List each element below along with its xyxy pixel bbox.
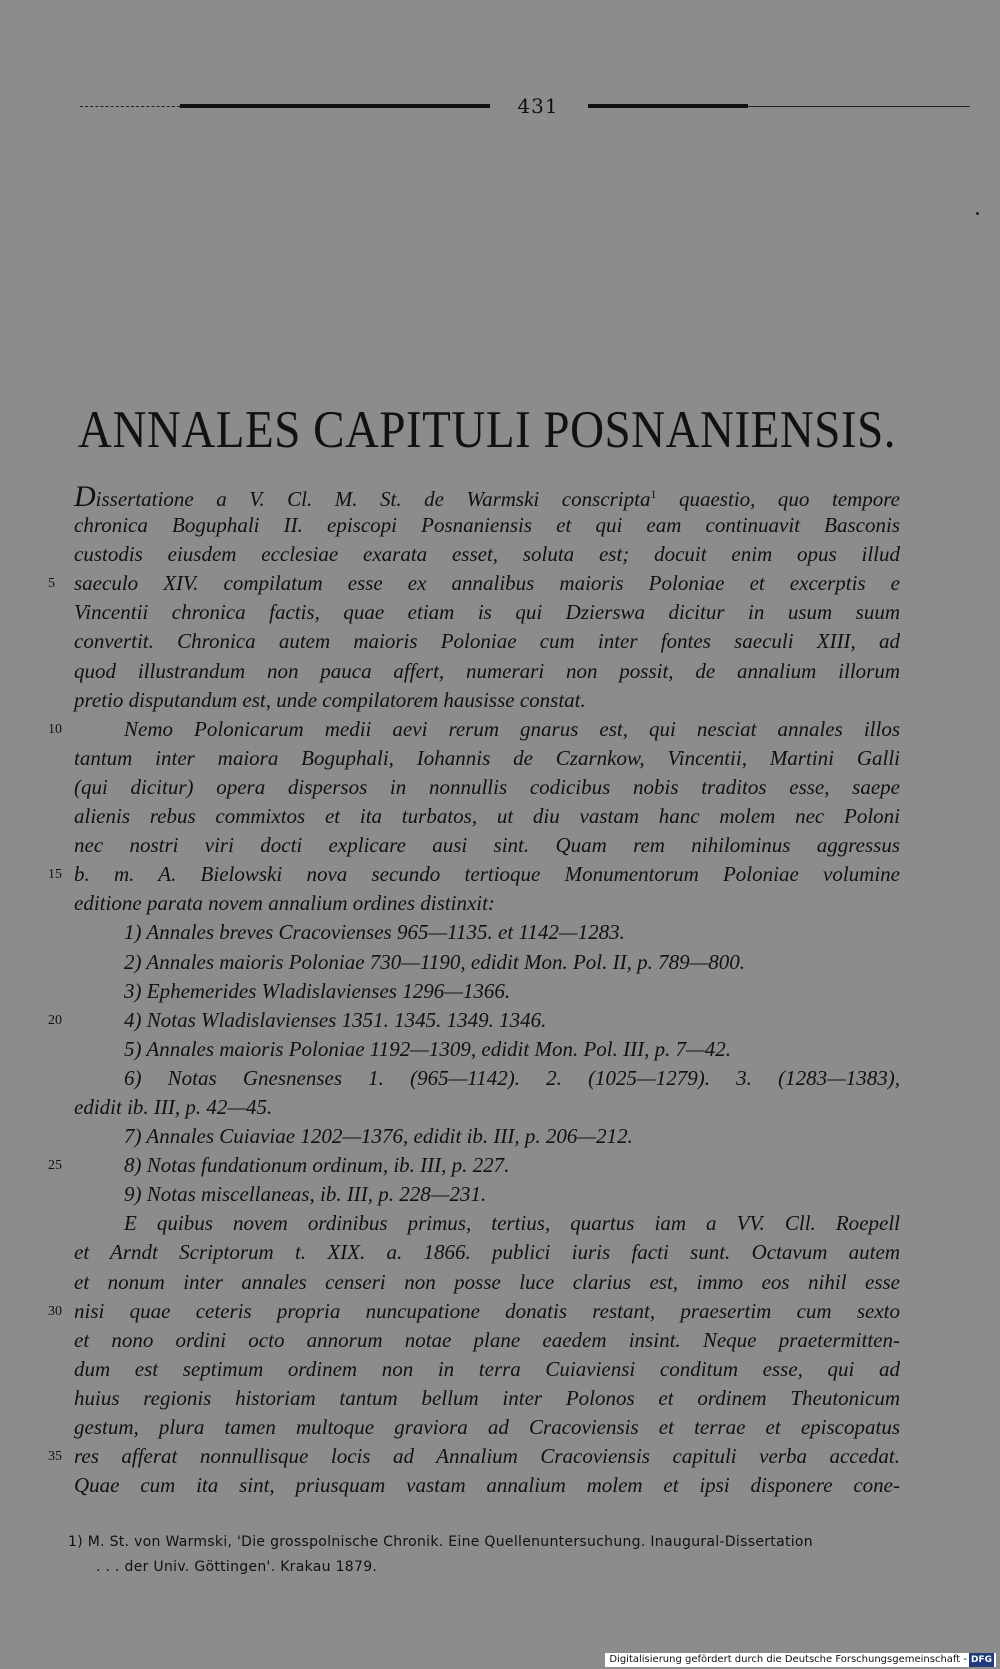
line-text: 2) Annales maioris Poloniae 730—1190, edidit Mon. Pol. II, p. 789—800. — [124, 949, 746, 974]
footnote-marker[interactable]: 1 — [650, 487, 657, 501]
line-text: gestum, plura tamen multoque graviora ad Cracoviensis et terrae et episcopatus — [74, 1415, 900, 1439]
line-text: tantum inter maiora Boguphali, Iohannis de Czarnkow, Vincentii, Martini Galli — [74, 745, 900, 770]
text-line — [74, 686, 900, 715]
text-line — [74, 1209, 900, 1238]
line-number: 20 — [48, 1012, 62, 1028]
line-text: E quibus novem ordinibus primus, tertius, quartus iam a VV. Cll. Roepell — [124, 1211, 900, 1236]
line-number: 15 — [48, 867, 62, 883]
footnotes — [68, 1530, 900, 1580]
dfg-logo-icon: DFG — [970, 1655, 992, 1665]
line-text: custodis eiusdem ecclesiae exarata esset, soluta est; docuit enim opus illud — [74, 542, 900, 567]
text-line — [48, 860, 900, 889]
text-line — [74, 511, 900, 540]
line-text-after-marker: quaestio, quo tempore — [656, 487, 901, 511]
line-text: res afferat nonnullisque locis ad Annalium Cracoviensis capituli verba accedat. — [74, 1444, 900, 1469]
header-rule-right-thick — [588, 104, 748, 108]
header-rule-left-thin — [80, 106, 180, 107]
text-line — [74, 1035, 900, 1064]
line-text: alienis rebus commixtos et ita turbatos, ut diu vastam hanc molem nec Poloni — [74, 804, 900, 829]
text-line — [74, 1268, 900, 1297]
initial-letter: D — [74, 480, 96, 513]
header-rule-left-thick — [180, 104, 490, 108]
text-line — [48, 1442, 900, 1471]
line-text: et nonum inter annales censeri non posse luce clarius est, immo eos nihil esse — [74, 1269, 900, 1294]
line-text: edidit ib. III, p. 42—45. — [74, 1094, 273, 1119]
line-text: huius regionis historiam tantum bellum inter Polonos et ordinem Theutonicum — [74, 1385, 900, 1410]
text-line — [74, 627, 900, 656]
text-line — [48, 1151, 900, 1180]
header-rule-right-thin — [748, 106, 970, 107]
text-line — [48, 1006, 900, 1035]
line-text: dum est septimum ordinem non in terra Cuiaviensi conditum esse, qui ad — [74, 1356, 900, 1381]
line-text: (qui dicitur) opera dispersos in nonnullis codicibus nobis traditos esse, saepe — [74, 774, 900, 799]
text-line — [74, 773, 900, 802]
text-line — [74, 1384, 900, 1413]
line-number: 5 — [48, 576, 55, 592]
text-line — [74, 744, 900, 773]
text-line — [74, 1238, 900, 1267]
text-line — [74, 1355, 900, 1384]
line-text: pretio disputandum est, unde compilatorem hausisse constat. — [74, 687, 586, 712]
line-text: 8) Notas fundationum ordinum, ib. III, p. 227. — [124, 1153, 510, 1178]
line-text: convertit. Chronica autem maioris Poloniae cum inter fontes saeculi XIII, ad — [74, 629, 900, 654]
text-line — [74, 1326, 900, 1355]
text-line — [74, 802, 900, 831]
text-line — [48, 569, 900, 598]
line-text: Nemo Polonicarum medii aevi rerum gnarus est, qui nesciat annales illos — [124, 716, 900, 741]
footnote-line: 1) M. St. von Warmski, 'Die grosspolnische Chronik. Eine Quellenuntersuchung. Inaugural-Dissertation — [68, 1534, 813, 1550]
line-text: quod illustrandum non pauca affert, numerari non possit, de annalium illorum — [74, 658, 900, 683]
text-line — [74, 831, 900, 860]
text-line — [74, 948, 900, 977]
line-text: 1) Annales breves Cracovienses 965—1135. et 1142—1283. — [124, 920, 625, 945]
line-text: saeculo XIV. compilatum esse ex annalibus maioris Poloniae et excerptis e — [74, 571, 900, 596]
line-text: 6) Notas Gnesnenses 1. (965—1142). 2. (1025—1279). 3. (1283—1383), — [124, 1065, 900, 1090]
line-text: editione parata novem annalium ordines distinxit: — [74, 891, 495, 916]
line-text: 4) Notas Wladislavienses 1351. 1345. 1349. 1346. — [124, 1007, 547, 1032]
text-line — [74, 1471, 900, 1500]
body-text — [48, 480, 901, 1500]
footnote-line: . . . der Univ. Göttingen'. Krakau 1879. — [96, 1559, 378, 1575]
text-line — [74, 657, 900, 686]
line-text: b. m. A. Bielowski nova secundo tertioque Monumentorum Poloniae volumine — [74, 862, 900, 887]
page-number: 431 — [517, 94, 559, 118]
line-number: 25 — [48, 1158, 62, 1174]
line-text: issertatione a V. Cl. M. St. de Warmski conscripta — [95, 487, 651, 511]
page-title: ANNALES CAPITULI POSNANIENSIS. — [78, 401, 896, 460]
text-line — [74, 1413, 900, 1442]
line-text: 5) Annales maioris Poloniae 1192—1309, edidit Mon. Pol. III, p. 7—42. — [124, 1036, 732, 1061]
line-text: chronica Boguphali II. episcopi Posnaniensis et qui eam continuavit Basconis — [74, 513, 900, 538]
text-line — [74, 598, 900, 627]
text-line — [48, 1297, 900, 1326]
line-text: nec nostri viri docti explicare ausi sint. Quam rem nihilominus aggressus — [74, 833, 900, 858]
line-text: 9) Notas miscellaneas, ib. III, p. 228—231. — [124, 1182, 487, 1207]
line-text: Quae cum ita sint, priusquam vastam annalium molem et ipsi disponere cone- — [74, 1473, 900, 1498]
text-line — [74, 540, 900, 569]
line-text: et nono ordini octo annorum notae plane eaedem insint. Neque praetermitten- — [74, 1327, 900, 1352]
text-line — [74, 889, 900, 918]
text-line — [74, 977, 900, 1006]
line-text: 7) Annales Cuiaviae 1202—1376, edidit ib. III, p. 206—212. — [124, 1124, 633, 1149]
line-number: 30 — [48, 1303, 62, 1319]
text-line — [74, 482, 900, 511]
line-text: Vincentii chronica factis, quae etiam is qui Dzierswa dicitur in usum suum — [74, 600, 900, 625]
line-number: 35 — [48, 1449, 62, 1465]
line-text: 3) Ephemerides Wladislavienses 1296—1366. — [124, 978, 511, 1003]
text-line — [48, 715, 900, 744]
credit-text: Digitalisierung gefördert durch die Deutsche Forschungsgemeinschaft - — [609, 1654, 967, 1665]
running-header — [80, 92, 892, 120]
line-text: et Arndt Scriptorum t. XIX. a. 1866. publici iuris facti sunt. Octavum autem — [74, 1240, 900, 1265]
text-line — [74, 1093, 900, 1122]
line-number: 10 — [48, 721, 62, 737]
text-line — [74, 1122, 900, 1151]
text-line — [74, 1064, 900, 1093]
scan-speck — [976, 212, 979, 215]
digitization-credit — [605, 1653, 996, 1667]
text-line — [74, 918, 900, 947]
text-line — [74, 1180, 900, 1209]
line-text: nisi quae ceteris propria nuncupatione donatis restant, praesertim cum sexto — [74, 1298, 900, 1323]
